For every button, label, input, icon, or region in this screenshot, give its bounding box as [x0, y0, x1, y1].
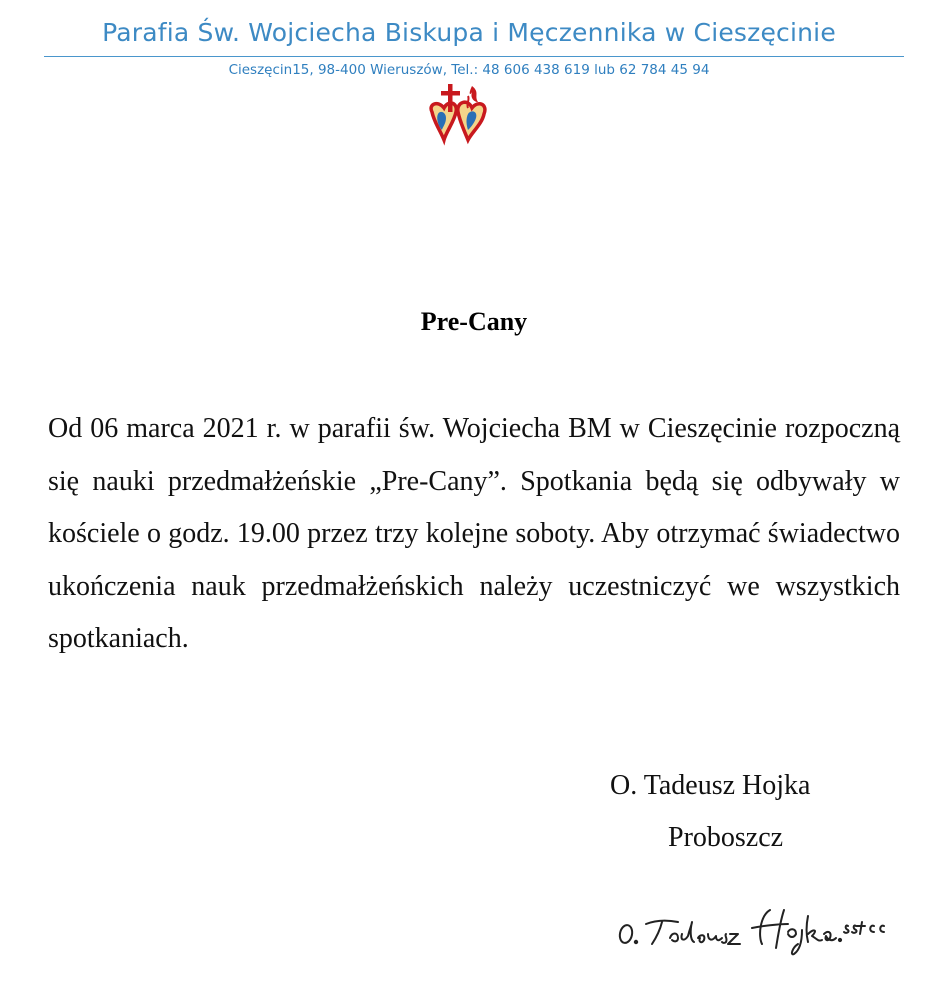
- handwritten-signature: [612, 898, 892, 958]
- announcement-body: Od 06 marca 2021 r. w parafii św. Wojciecha BM w Cieszęcinie rozpoczną się nauki przedmałżeńskie „Pre-Cany”. Spotkania będą się odbywały w kościele o godz. 19.00 przez trzy kolejne soboty. Aby otrzymać świadectwo ukończenia nauk przedmałżeńskich należy uczestniczyć we wszystkich spotkaniach.: [48, 413, 900, 654]
- parish-address: Cieszęcin15, 98-400 Wieruszów, Tel.: 48 606 438 619 lub 62 784 45 94: [228, 62, 710, 78]
- signatory-name: O. Tadeusz Hojka: [610, 770, 811, 801]
- signatory-role: Proboszcz: [668, 822, 784, 853]
- parish-logo-hearts-cross-icon: [424, 82, 494, 148]
- header-divider: [44, 56, 904, 57]
- document-title: Pre-Cany: [420, 307, 528, 336]
- parish-name-heading: Parafia Św. Wojciecha Biskupa i Męczennika w Cieszęcinie: [102, 18, 836, 47]
